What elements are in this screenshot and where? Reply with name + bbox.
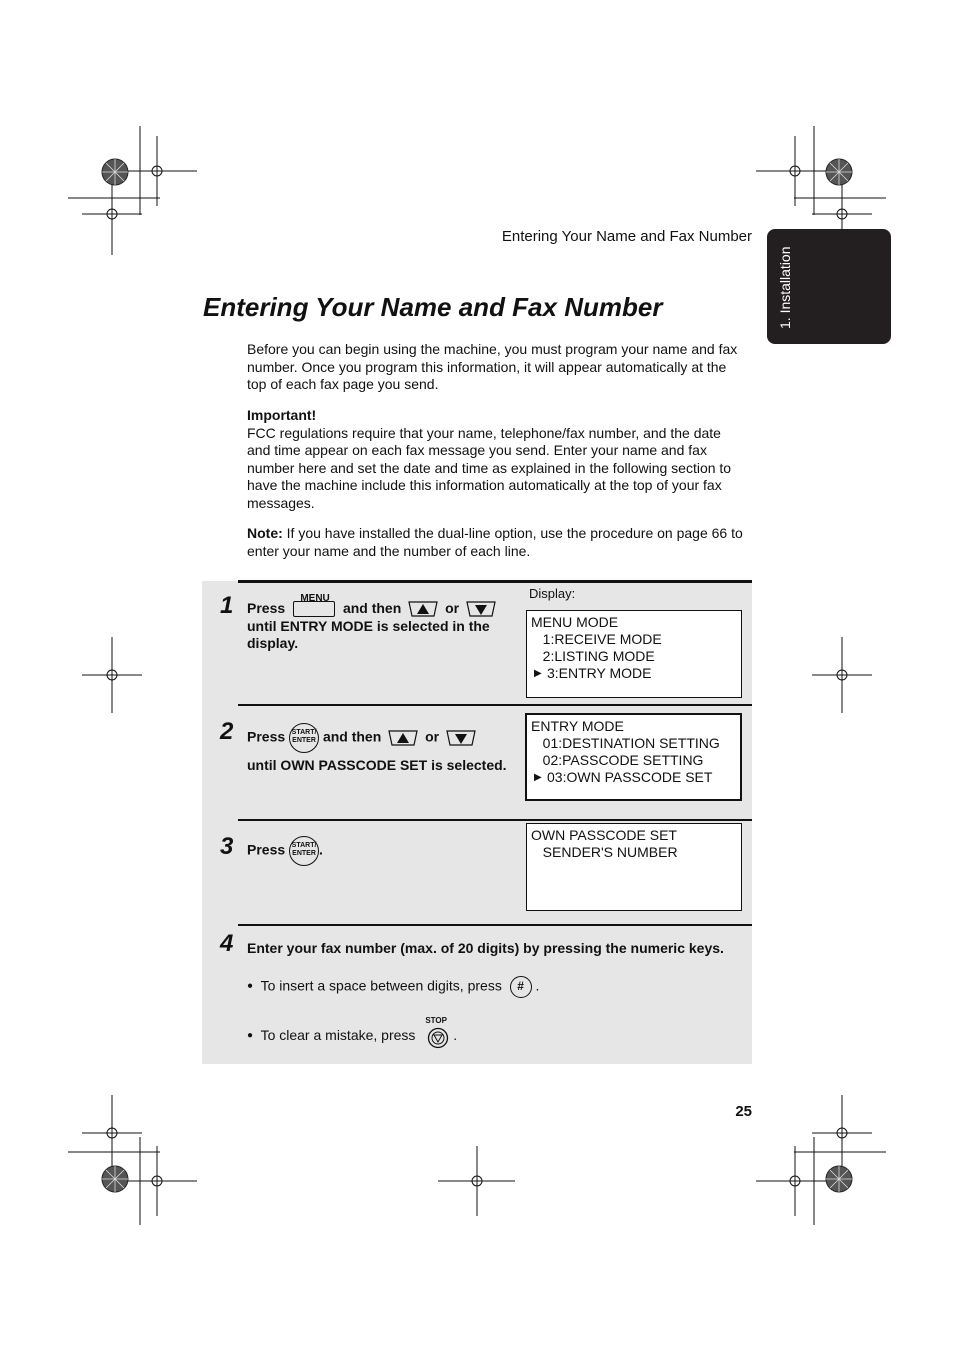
key-label: START/ bbox=[291, 842, 317, 849]
important-text: FCC regulations require that your name, telephone/fax number, and the date and time appear on each fax message you send. Enter your name and fax number here and set the date and time as explained in the following section to have the machine include this information automatically at the top of your fax messages. bbox=[247, 424, 732, 511]
key-label: ENTER bbox=[292, 737, 316, 744]
start-enter-key-icon bbox=[289, 836, 319, 866]
down-arrow-key-icon bbox=[445, 729, 477, 747]
bullet-end: . bbox=[453, 1027, 458, 1043]
page-title: Entering Your Name and Fax Number bbox=[203, 292, 663, 322]
key-label: ENTER bbox=[292, 850, 316, 857]
step-divider bbox=[238, 924, 752, 926]
bullet-end: . bbox=[535, 977, 540, 994]
and-then-text: and then bbox=[342, 600, 402, 616]
chapter-tab-label: 1. Installation bbox=[777, 246, 793, 329]
lcd-line: MENU MODE bbox=[531, 614, 619, 630]
step-divider bbox=[238, 704, 752, 706]
lcd-display-step-2 bbox=[525, 713, 742, 801]
lcd-line: 2:LISTING MODE bbox=[531, 648, 655, 664]
note-text: If you have installed the dual-line option, use the procedure on page 66 to enter your name and the number of each line. bbox=[247, 525, 743, 559]
menu-key-label: MENU bbox=[300, 593, 330, 604]
step-2-instruction bbox=[247, 723, 522, 777]
up-arrow-key-icon bbox=[407, 600, 439, 618]
or-text: or bbox=[425, 728, 440, 745]
menu-key-icon bbox=[293, 593, 335, 617]
bullet-text: To clear a mistake, press bbox=[260, 1027, 416, 1043]
step-number: 3 bbox=[220, 833, 234, 860]
step-number: 4 bbox=[220, 930, 234, 957]
press-text: Press bbox=[247, 728, 286, 745]
stop-symbol-icon bbox=[427, 1027, 449, 1049]
step-1-instruction bbox=[247, 593, 517, 652]
lcd-line: ENTRY MODE bbox=[531, 718, 624, 734]
stop-key-label: STOP bbox=[425, 1016, 447, 1025]
or-text: or bbox=[445, 600, 460, 616]
step-number: 1 bbox=[220, 592, 234, 619]
bullet-item bbox=[247, 1016, 458, 1046]
lcd-line-text: 3:ENTRY MODE bbox=[547, 665, 652, 681]
step-divider bbox=[238, 580, 752, 583]
lcd-line-selected bbox=[531, 665, 741, 682]
note-label: Note: bbox=[247, 525, 283, 541]
note-paragraph bbox=[247, 525, 747, 560]
lcd-line: 02:PASSCODE SETTING bbox=[531, 752, 704, 768]
lcd-line: 1:RECEIVE MODE bbox=[531, 631, 662, 647]
important-block bbox=[247, 407, 747, 513]
and-then-text: and then bbox=[322, 728, 382, 745]
up-arrow-key-icon bbox=[387, 729, 419, 747]
step-4-instruction: Enter your fax number (max. of 20 digits) by pressing the numeric keys. bbox=[247, 940, 724, 956]
key-label: START/ bbox=[291, 729, 317, 736]
start-enter-key-icon bbox=[289, 723, 319, 753]
step-number: 2 bbox=[220, 718, 234, 745]
bullet-icon: ● bbox=[247, 980, 254, 992]
chapter-tab bbox=[767, 229, 891, 344]
down-arrow-key-icon bbox=[465, 600, 497, 618]
step-2-rest: until OWN PASSCODE SET is selected. bbox=[247, 757, 507, 773]
hash-key-icon: # bbox=[510, 976, 532, 998]
lcd-line: OWN PASSCODE SET bbox=[531, 827, 677, 843]
intro-paragraph: Before you can begin using the machine, you must program your name and fax number. Once you program this information, it will appear automatically at the top of each fax page you send. bbox=[247, 341, 738, 393]
press-text: Press bbox=[247, 600, 286, 616]
lcd-line-text: 03:OWN PASSCODE SET bbox=[547, 769, 713, 785]
lcd-line-selected bbox=[531, 769, 740, 786]
display-label: Display: bbox=[529, 586, 576, 601]
lcd-line: SENDER'S NUMBER bbox=[531, 844, 678, 860]
stop-key-icon bbox=[425, 1016, 449, 1046]
period-text: . bbox=[319, 841, 323, 858]
step-3-instruction bbox=[247, 836, 447, 866]
cursor-arrow-icon: ▶ bbox=[534, 772, 542, 783]
lcd-display-step-3 bbox=[526, 823, 742, 911]
lcd-line: 01:DESTINATION SETTING bbox=[531, 735, 720, 751]
bullet-item bbox=[247, 976, 539, 998]
running-header: Entering Your Name and Fax Number bbox=[501, 228, 752, 245]
lcd-display-step-1 bbox=[526, 610, 742, 698]
bullet-icon: ● bbox=[247, 1030, 254, 1041]
cursor-arrow-icon: ▶ bbox=[534, 668, 542, 679]
important-heading: Important! bbox=[247, 407, 317, 423]
press-text: Press bbox=[247, 841, 286, 858]
step-divider bbox=[238, 819, 752, 821]
step-1-rest: until ENTRY MODE is selected in the display. bbox=[247, 618, 490, 652]
page-number: 25 bbox=[735, 1103, 752, 1120]
bullet-text: To insert a space between digits, press bbox=[260, 977, 502, 994]
